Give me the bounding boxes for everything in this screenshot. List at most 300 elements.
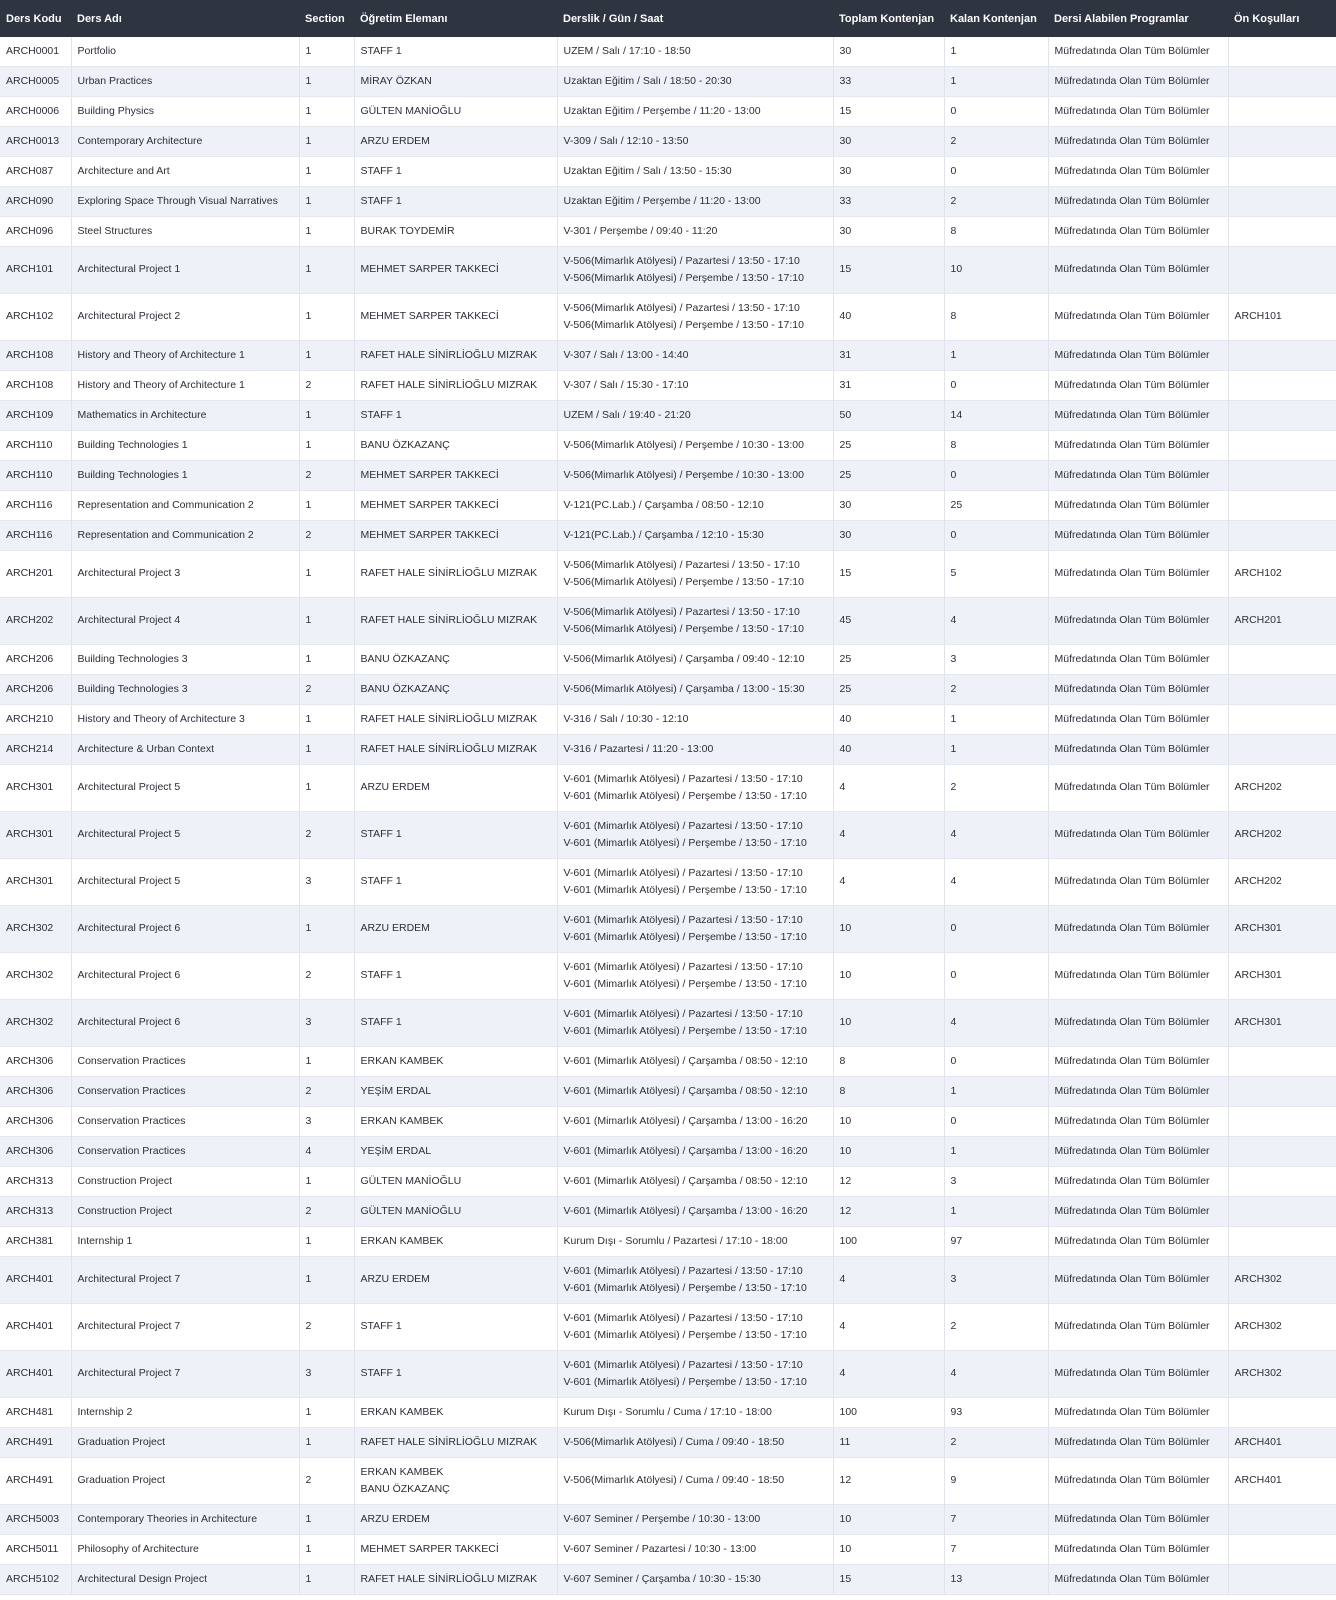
section-cell: 2	[299, 1304, 354, 1351]
table-row[interactable]	[0, 431, 1336, 461]
total-quota-cell: 33	[833, 187, 944, 217]
schedule-cell-line: V-607 Seminer / Çarşamba / 10:30 - 15:30	[563, 1572, 761, 1585]
instructor-cell	[354, 1077, 557, 1107]
instructor-cell-line: ERKAN KAMBEK	[360, 1114, 444, 1127]
table-row[interactable]	[0, 97, 1336, 127]
programs-cell: Müfredatında Olan Tüm Bölümler	[1048, 1535, 1228, 1565]
schedule-cell-line: V-601 (Mimarlık Atölyesi) / Perşembe / 13:50 - 17:10	[563, 1329, 807, 1341]
schedule-cell-line: V-309 / Salı / 12:10 - 13:50	[563, 134, 689, 147]
table-header-row	[0, 0, 1336, 37]
programs-cell: Müfredatında Olan Tüm Bölümler	[1048, 1227, 1228, 1257]
remaining-quota-cell: 13	[944, 1565, 1048, 1595]
remaining-quota-cell: 4	[944, 812, 1048, 859]
programs-cell: Müfredatında Olan Tüm Bölümler	[1048, 598, 1228, 645]
total-quota-cell: 4	[833, 765, 944, 812]
section-cell: 1	[299, 1167, 354, 1197]
remaining-quota-cell: 1	[944, 341, 1048, 371]
schedule-cell-line: V-506(Mimarlık Atölyesi) / Perşembe / 10:30 - 13:00	[563, 468, 804, 481]
course-code-cell: ARCH096	[0, 217, 71, 247]
remaining-quota-cell: 2	[944, 187, 1048, 217]
total-quota-cell: 10	[833, 953, 944, 1000]
programs-cell: Müfredatında Olan Tüm Bölümler	[1048, 1107, 1228, 1137]
schedule-cell-line: V-506(Mimarlık Atölyesi) / Perşembe / 10:30 - 13:00	[563, 438, 804, 451]
remaining-quota-cell: 3	[944, 645, 1048, 675]
course-code-cell: ARCH306	[0, 1137, 71, 1167]
instructor-cell-line: BANU ÖZKAZANÇ	[360, 1483, 450, 1495]
section-cell: 2	[299, 1077, 354, 1107]
total-quota-cell: 8	[833, 1047, 944, 1077]
schedule-cell-line: V-307 / Salı / 15:30 - 17:10	[563, 378, 689, 391]
table-row[interactable]	[0, 1535, 1336, 1565]
table-row[interactable]	[0, 1167, 1336, 1197]
total-quota-cell: 31	[833, 341, 944, 371]
prerequisite-cell	[1228, 705, 1336, 735]
course-code-cell: ARCH102	[0, 294, 71, 341]
course-code-cell: ARCH090	[0, 187, 71, 217]
section-cell: 1	[299, 1428, 354, 1458]
remaining-quota-cell: 0	[944, 461, 1048, 491]
instructor-cell-line: YEŞİM ERDAL	[360, 1144, 432, 1157]
schedule-cell	[557, 765, 833, 812]
table-row[interactable]	[0, 551, 1336, 598]
schedule-cell-line: V-601 (Mimarlık Atölyesi) / Perşembe / 13:50 - 17:10	[563, 837, 807, 849]
programs-cell: Müfredatında Olan Tüm Bölümler	[1048, 645, 1228, 675]
header-prerequisites[interactable]: Ön Koşulları	[1228, 0, 1336, 37]
section-cell: 1	[299, 551, 354, 598]
remaining-quota-cell: 2	[944, 127, 1048, 157]
schedule-cell-line: Uzaktan Eğitim / Salı / 13:50 - 15:30	[563, 164, 732, 177]
header-instructor[interactable]: Öğretim Elemanı	[354, 0, 557, 37]
table-row[interactable]	[0, 1458, 1336, 1505]
instructor-cell	[354, 97, 557, 127]
section-cell: 4	[299, 1137, 354, 1167]
total-quota-cell: 40	[833, 705, 944, 735]
total-quota-cell: 4	[833, 1351, 944, 1398]
course-name-cell: Architecture & Urban Context	[71, 735, 299, 765]
table-row[interactable]	[0, 521, 1336, 551]
course-name-cell: Construction Project	[71, 1167, 299, 1197]
table-row[interactable]	[0, 705, 1336, 735]
schedule-cell-line: V-607 Seminer / Pazartesi / 10:30 - 13:00	[563, 1542, 757, 1555]
course-code-cell: ARCH0013	[0, 127, 71, 157]
schedule-cell-line: V-601 (Mimarlık Atölyesi) / Pazartesi / 13:50 - 17:10	[563, 1007, 803, 1020]
course-code-cell: ARCH481	[0, 1398, 71, 1428]
prerequisite-cell	[1228, 675, 1336, 705]
total-quota-cell: 10	[833, 1505, 944, 1535]
schedule-cell	[557, 1505, 833, 1535]
schedule-cell-line: V-601 (Mimarlık Atölyesi) / Pazartesi / 13:50 - 17:10	[563, 1358, 803, 1371]
schedule-cell	[557, 371, 833, 401]
schedule-cell-line: V-601 (Mimarlık Atölyesi) / Pazartesi / 13:50 - 17:10	[563, 1311, 803, 1324]
instructor-cell	[354, 491, 557, 521]
instructor-cell	[354, 1047, 557, 1077]
header-remaining-quota[interactable]: Kalan Kontenjan	[944, 0, 1048, 37]
instructor-cell-line: STAFF 1	[360, 194, 402, 207]
total-quota-cell: 33	[833, 67, 944, 97]
course-code-cell: ARCH116	[0, 521, 71, 551]
table-row[interactable]	[0, 645, 1336, 675]
table-row[interactable]	[0, 1351, 1336, 1398]
table-row[interactable]	[0, 675, 1336, 705]
instructor-cell	[354, 551, 557, 598]
instructor-cell	[354, 127, 557, 157]
table-row[interactable]	[0, 1505, 1336, 1535]
programs-cell: Müfredatında Olan Tüm Bölümler	[1048, 953, 1228, 1000]
instructor-cell-line: ARZU ERDEM	[360, 134, 430, 147]
course-name-cell: Conservation Practices	[71, 1077, 299, 1107]
schedule-cell-line: V-601 (Mimarlık Atölyesi) / Pazartesi / 13:50 - 17:10	[563, 960, 803, 973]
course-code-cell: ARCH210	[0, 705, 71, 735]
instructor-cell	[354, 735, 557, 765]
total-quota-cell: 15	[833, 97, 944, 127]
schedule-cell-line: V-601 (Mimarlık Atölyesi) / Çarşamba / 13:00 - 16:20	[563, 1114, 808, 1127]
remaining-quota-cell: 2	[944, 1304, 1048, 1351]
prerequisite-cell: ARCH101	[1228, 294, 1336, 341]
table-row[interactable]	[0, 1000, 1336, 1047]
total-quota-cell: 25	[833, 645, 944, 675]
prerequisite-cell	[1228, 1107, 1336, 1137]
schedule-cell-line: V-601 (Mimarlık Atölyesi) / Çarşamba / 13:00 - 16:20	[563, 1144, 808, 1157]
remaining-quota-cell: 0	[944, 906, 1048, 953]
table-row[interactable]	[0, 371, 1336, 401]
table-row[interactable]	[0, 1197, 1336, 1227]
schedule-cell	[557, 67, 833, 97]
instructor-cell	[354, 953, 557, 1000]
table-row[interactable]	[0, 37, 1336, 67]
table-row[interactable]	[0, 1304, 1336, 1351]
programs-cell: Müfredatında Olan Tüm Bölümler	[1048, 765, 1228, 812]
total-quota-cell: 50	[833, 401, 944, 431]
table-row[interactable]	[0, 217, 1336, 247]
table-row[interactable]	[0, 1398, 1336, 1428]
schedule-cell	[557, 859, 833, 906]
instructor-cell	[354, 1257, 557, 1304]
section-cell: 2	[299, 521, 354, 551]
instructor-cell	[354, 1137, 557, 1167]
prerequisite-cell	[1228, 187, 1336, 217]
instructor-cell	[354, 859, 557, 906]
prerequisite-cell	[1228, 431, 1336, 461]
instructor-cell-line: GÜLTEN MANİOĞLU	[360, 1204, 462, 1217]
course-code-cell: ARCH202	[0, 598, 71, 645]
prerequisite-cell	[1228, 157, 1336, 187]
prerequisite-cell: ARCH301	[1228, 906, 1336, 953]
header-schedule[interactable]: Derslik / Gün / Saat	[557, 0, 833, 37]
programs-cell: Müfredatında Olan Tüm Bölümler	[1048, 37, 1228, 67]
instructor-cell-line: STAFF 1	[360, 875, 402, 888]
remaining-quota-cell: 2	[944, 765, 1048, 812]
header-section[interactable]: Section	[299, 0, 354, 37]
remaining-quota-cell: 4	[944, 1351, 1048, 1398]
schedule-cell-line: V-121(PC.Lab.) / Çarşamba / 08:50 - 12:10	[563, 498, 764, 511]
schedule-cell	[557, 1304, 833, 1351]
section-cell: 2	[299, 461, 354, 491]
programs-cell: Müfredatında Olan Tüm Bölümler	[1048, 341, 1228, 371]
prerequisite-cell	[1228, 1047, 1336, 1077]
course-name-cell: History and Theory of Architecture 1	[71, 341, 299, 371]
instructor-cell-line: RAFET HALE SİNİRLİOĞLU MIZRAK	[360, 567, 538, 580]
schedule-cell	[557, 157, 833, 187]
section-cell: 2	[299, 812, 354, 859]
schedule-cell-line: V-121(PC.Lab.) / Çarşamba / 12:10 - 15:30	[563, 528, 764, 541]
section-cell: 2	[299, 1197, 354, 1227]
schedule-cell-line: V-601 (Mimarlık Atölyesi) / Perşembe / 13:50 - 17:10	[563, 790, 807, 802]
table-row[interactable]	[0, 491, 1336, 521]
instructor-cell	[354, 1000, 557, 1047]
course-name-cell: Building Physics	[71, 97, 299, 127]
table-row[interactable]	[0, 294, 1336, 341]
instructor-cell	[354, 705, 557, 735]
section-cell: 2	[299, 675, 354, 705]
section-cell: 1	[299, 735, 354, 765]
remaining-quota-cell: 0	[944, 157, 1048, 187]
course-name-cell: Contemporary Theories in Architecture	[71, 1505, 299, 1535]
total-quota-cell: 30	[833, 127, 944, 157]
schedule-cell-line: V-506(Mimarlık Atölyesi) / Perşembe / 13:50 - 17:10	[563, 319, 804, 331]
section-cell: 1	[299, 217, 354, 247]
instructor-cell-line: MEHMET SARPER TAKKECİ	[360, 498, 499, 511]
total-quota-cell: 25	[833, 461, 944, 491]
table-row[interactable]	[0, 1227, 1336, 1257]
schedule-cell	[557, 906, 833, 953]
schedule-cell-line: V-601 (Mimarlık Atölyesi) / Çarşamba / 08:50 - 12:10	[563, 1174, 808, 1187]
course-code-cell: ARCH302	[0, 906, 71, 953]
schedule-cell	[557, 247, 833, 294]
instructor-cell-line: ERKAN KAMBEK	[360, 1465, 444, 1478]
programs-cell: Müfredatında Olan Tüm Bölümler	[1048, 735, 1228, 765]
prerequisite-cell: ARCH401	[1228, 1458, 1336, 1505]
course-name-cell: Building Technologies 1	[71, 431, 299, 461]
course-code-cell: ARCH401	[0, 1351, 71, 1398]
table-row[interactable]	[0, 401, 1336, 431]
instructor-cell-line: MEHMET SARPER TAKKECİ	[360, 310, 499, 323]
table-row[interactable]	[0, 953, 1336, 1000]
prerequisite-cell	[1228, 1398, 1336, 1428]
course-name-cell: Architectural Project 7	[71, 1304, 299, 1351]
schedule-cell	[557, 401, 833, 431]
course-code-cell: ARCH110	[0, 461, 71, 491]
instructor-cell-line: STAFF 1	[360, 1320, 402, 1333]
course-code-cell: ARCH101	[0, 247, 71, 294]
schedule-cell	[557, 1398, 833, 1428]
schedule-cell-line: Kurum Dışı - Sorumlu / Cuma / 17:10 - 18:00	[563, 1405, 772, 1418]
prerequisite-cell	[1228, 1505, 1336, 1535]
remaining-quota-cell: 2	[944, 675, 1048, 705]
table-row[interactable]	[0, 461, 1336, 491]
prerequisite-cell	[1228, 1167, 1336, 1197]
instructor-cell-line: STAFF 1	[360, 44, 402, 57]
instructor-cell	[354, 217, 557, 247]
total-quota-cell: 15	[833, 551, 944, 598]
schedule-cell-line: V-506(Mimarlık Atölyesi) / Cuma / 09:40 - 18:50	[563, 1474, 785, 1487]
table-row[interactable]	[0, 1428, 1336, 1458]
table-row[interactable]	[0, 157, 1336, 187]
programs-cell: Müfredatında Olan Tüm Bölümler	[1048, 1137, 1228, 1167]
instructor-cell-line: BANU ÖZKAZANÇ	[360, 438, 450, 451]
remaining-quota-cell: 1	[944, 37, 1048, 67]
total-quota-cell: 30	[833, 521, 944, 551]
remaining-quota-cell: 0	[944, 521, 1048, 551]
section-cell: 1	[299, 491, 354, 521]
prerequisite-cell	[1228, 401, 1336, 431]
table-row[interactable]	[0, 598, 1336, 645]
prerequisite-cell	[1228, 461, 1336, 491]
prerequisite-cell: ARCH401	[1228, 1428, 1336, 1458]
course-name-cell: History and Theory of Architecture 3	[71, 705, 299, 735]
course-code-cell: ARCH401	[0, 1257, 71, 1304]
remaining-quota-cell: 1	[944, 1197, 1048, 1227]
table-row[interactable]	[0, 341, 1336, 371]
table-row[interactable]	[0, 1107, 1336, 1137]
course-name-cell: Architectural Project 6	[71, 906, 299, 953]
instructor-cell	[354, 1428, 557, 1458]
course-code-cell: ARCH301	[0, 765, 71, 812]
schedule-cell	[557, 461, 833, 491]
schedule-cell-line: V-601 (Mimarlık Atölyesi) / Çarşamba / 08:50 - 12:10	[563, 1054, 808, 1067]
section-cell: 1	[299, 37, 354, 67]
section-cell: 1	[299, 67, 354, 97]
schedule-cell-line: V-601 (Mimarlık Atölyesi) / Pazartesi / 13:50 - 17:10	[563, 866, 803, 879]
schedule-cell	[557, 521, 833, 551]
schedule-cell-line: V-307 / Salı / 13:00 - 14:40	[563, 348, 689, 361]
total-quota-cell: 12	[833, 1197, 944, 1227]
header-course-name[interactable]: Ders Adı	[71, 0, 299, 37]
course-code-cell: ARCH109	[0, 401, 71, 431]
programs-cell: Müfredatında Olan Tüm Bölümler	[1048, 1257, 1228, 1304]
table-row[interactable]	[0, 859, 1336, 906]
programs-cell: Müfredatında Olan Tüm Bölümler	[1048, 1351, 1228, 1398]
prerequisite-cell	[1228, 1535, 1336, 1565]
instructor-cell-line: RAFET HALE SİNİRLİOĞLU MIZRAK	[360, 742, 538, 755]
schedule-cell-line: V-506(Mimarlık Atölyesi) / Pazartesi / 13:50 - 17:10	[563, 605, 800, 618]
total-quota-cell: 30	[833, 157, 944, 187]
schedule-cell-line: V-601 (Mimarlık Atölyesi) / Pazartesi / 13:50 - 17:10	[563, 913, 803, 926]
course-name-cell: Steel Structures	[71, 217, 299, 247]
header-total-quota[interactable]: Toplam Kontenjan	[833, 0, 944, 37]
course-name-cell: Portfolio	[71, 37, 299, 67]
table-row[interactable]	[0, 1257, 1336, 1304]
table-row[interactable]	[0, 1047, 1336, 1077]
table-row[interactable]	[0, 1137, 1336, 1167]
schedule-cell	[557, 812, 833, 859]
total-quota-cell: 11	[833, 1428, 944, 1458]
schedule-cell-line: V-506(Mimarlık Atölyesi) / Çarşamba / 09:40 - 12:10	[563, 652, 805, 665]
header-course-code[interactable]: Ders Kodu	[0, 0, 71, 37]
table-row[interactable]	[0, 735, 1336, 765]
section-cell: 3	[299, 859, 354, 906]
total-quota-cell: 10	[833, 1000, 944, 1047]
prerequisite-cell	[1228, 521, 1336, 551]
prerequisite-cell	[1228, 37, 1336, 67]
section-cell: 1	[299, 598, 354, 645]
table-row[interactable]	[0, 247, 1336, 294]
section-cell: 3	[299, 1107, 354, 1137]
schedule-cell	[557, 1107, 833, 1137]
table-row[interactable]	[0, 127, 1336, 157]
course-name-cell: Graduation Project	[71, 1458, 299, 1505]
instructor-cell-line: STAFF 1	[360, 164, 402, 177]
table-row[interactable]	[0, 906, 1336, 953]
course-code-cell: ARCH306	[0, 1047, 71, 1077]
total-quota-cell: 10	[833, 1535, 944, 1565]
prerequisite-cell: ARCH302	[1228, 1304, 1336, 1351]
instructor-cell-line: ARZU ERDEM	[360, 1273, 430, 1286]
section-cell: 1	[299, 906, 354, 953]
schedule-cell	[557, 1167, 833, 1197]
course-code-cell: ARCH5102	[0, 1565, 71, 1595]
table-row[interactable]	[0, 187, 1336, 217]
instructor-cell	[354, 1458, 557, 1505]
table-row[interactable]	[0, 765, 1336, 812]
remaining-quota-cell: 1	[944, 705, 1048, 735]
prerequisite-cell	[1228, 491, 1336, 521]
remaining-quota-cell: 2	[944, 1428, 1048, 1458]
table-row[interactable]	[0, 1077, 1336, 1107]
remaining-quota-cell: 1	[944, 1137, 1048, 1167]
instructor-cell	[354, 247, 557, 294]
course-code-cell: ARCH302	[0, 953, 71, 1000]
schedule-cell-line: V-601 (Mimarlık Atölyesi) / Pazartesi / 13:50 - 17:10	[563, 819, 803, 832]
total-quota-cell: 45	[833, 598, 944, 645]
total-quota-cell: 31	[833, 371, 944, 401]
instructor-cell	[354, 1167, 557, 1197]
instructor-cell	[354, 1304, 557, 1351]
schedule-cell-line: V-506(Mimarlık Atölyesi) / Perşembe / 13:50 - 17:10	[563, 272, 804, 284]
section-cell: 1	[299, 1565, 354, 1595]
instructor-cell-line: ERKAN KAMBEK	[360, 1054, 444, 1067]
schedule-cell-line: V-601 (Mimarlık Atölyesi) / Pazartesi / 13:50 - 17:10	[563, 1264, 803, 1277]
instructor-cell	[354, 521, 557, 551]
programs-cell: Müfredatında Olan Tüm Bölümler	[1048, 97, 1228, 127]
programs-cell: Müfredatında Olan Tüm Bölümler	[1048, 431, 1228, 461]
table-row[interactable]	[0, 1565, 1336, 1595]
section-cell: 1	[299, 1505, 354, 1535]
prerequisite-cell	[1228, 1077, 1336, 1107]
section-cell: 1	[299, 294, 354, 341]
header-programs[interactable]: Dersi Alabilen Programlar	[1048, 0, 1228, 37]
table-row[interactable]	[0, 812, 1336, 859]
schedule-cell	[557, 1535, 833, 1565]
prerequisite-cell: ARCH202	[1228, 765, 1336, 812]
instructor-cell-line: RAFET HALE SİNİRLİOĞLU MIZRAK	[360, 1435, 538, 1448]
course-name-cell: Contemporary Architecture	[71, 127, 299, 157]
remaining-quota-cell: 9	[944, 1458, 1048, 1505]
schedule-cell	[557, 294, 833, 341]
instructor-cell-line: BURAK TOYDEMİR	[360, 224, 455, 237]
course-name-cell: Mathematics in Architecture	[71, 401, 299, 431]
schedule-cell	[557, 1000, 833, 1047]
table-row[interactable]	[0, 67, 1336, 97]
remaining-quota-cell: 3	[944, 1257, 1048, 1304]
total-quota-cell: 25	[833, 431, 944, 461]
total-quota-cell: 8	[833, 1077, 944, 1107]
schedule-cell-line: V-301 / Perşembe / 09:40 - 11:20	[563, 224, 718, 237]
course-name-cell: Architectural Project 6	[71, 953, 299, 1000]
programs-cell: Müfredatında Olan Tüm Bölümler	[1048, 187, 1228, 217]
course-name-cell: Urban Practices	[71, 67, 299, 97]
instructor-cell-line: MEHMET SARPER TAKKECİ	[360, 263, 499, 276]
section-cell: 1	[299, 97, 354, 127]
instructor-cell-line: ARZU ERDEM	[360, 922, 430, 935]
section-cell: 1	[299, 705, 354, 735]
schedule-cell	[557, 705, 833, 735]
remaining-quota-cell: 4	[944, 1000, 1048, 1047]
instructor-cell	[354, 461, 557, 491]
programs-cell: Müfredatında Olan Tüm Bölümler	[1048, 906, 1228, 953]
remaining-quota-cell: 93	[944, 1398, 1048, 1428]
course-code-cell: ARCH401	[0, 1304, 71, 1351]
total-quota-cell: 12	[833, 1458, 944, 1505]
